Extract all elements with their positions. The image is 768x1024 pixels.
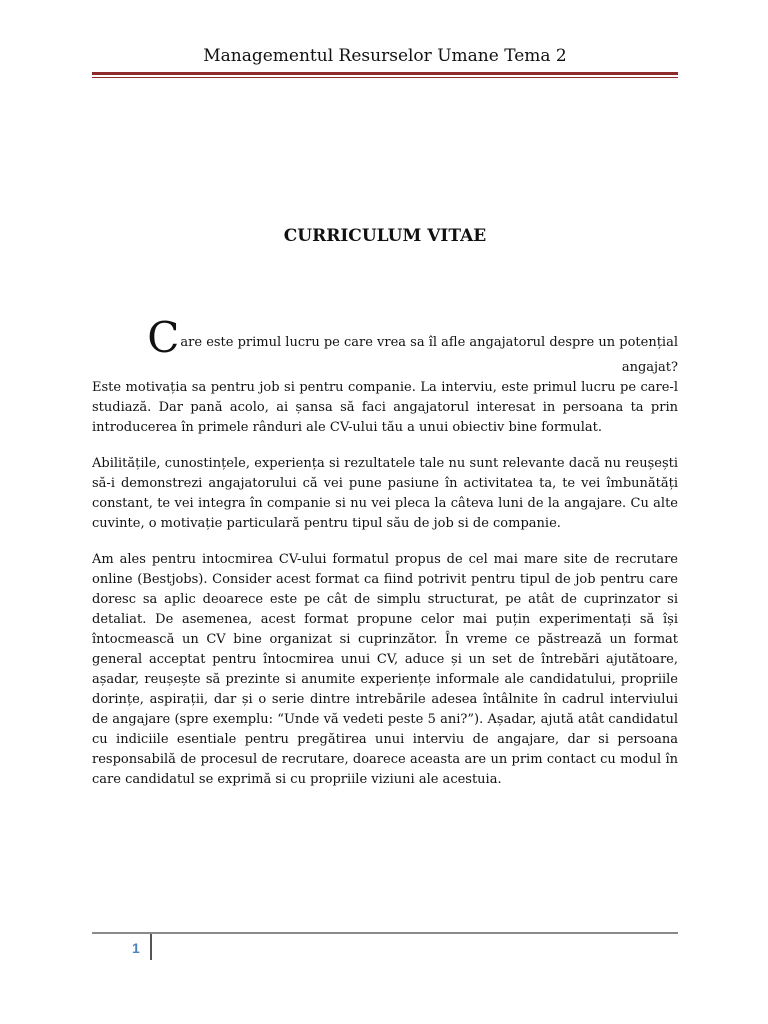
page-number: 1 (132, 940, 140, 956)
page-number-divider (150, 934, 152, 960)
header-rule-thick (92, 72, 678, 75)
document-title: CURRICULUM VITAE (283, 226, 487, 246)
paragraph-1-rest: Este motivația sa pentru job si pentru companie. La interviu, este primul lucru pe care-l studiază. Dar pană acolo, ai șansa să faci angajatorul interesat in persoana ta prin introducerea în primele rânduri ale CV-ului tău a unui obiectiv bine formulat. (92, 380, 678, 435)
paragraph-2: Abilitățile, cunostințele, experiența si rezultatele tale nu sunt relevante dacă nu reușești să-i demonstrezi angajatorului că vei pune pasiune în activitatea ta, te vei îmbunătăți constant, te vei integra în companie si nu vei pleca la câteva luni de la angajare. Cu alte cuvinte, o motivație particulară pentru tipul său de job si de companie. (92, 456, 678, 531)
paragraph-3: Am ales pentru intocmirea CV-ului formatul propus de cel mai mare site de recrutare online (Bestjobs). Consider acest format ca fiind potrivit pentru tipul de job pentru care doresc sa aplic deoarece este pe cât de simplu structurat, pe atât de cuprinzator si detaliat. De asemenea, acest format propune celor mai puțin experimentați să își întocmească un CV bine organizat si cuprinzător. În vreme ce păstrează un format general acceptat pentru întocmirea unui CV, aduce și un set de întrebări ajutătoare, așadar, reușește să prezinte si anumite experiențe informale ale candidatului, propriile dorințe, aspirații, dar și o serie dintre intrebările adesea întâlnite în cadrul interviului de angajare (spre exemplu: “Unde vă vedeti peste 5 ani?”). Așadar, ajută atât candidatul cu indiciile esentiale pentru pregătirea unui interviu de angajare, dar si persoana responsabilă de procesul de recrutare, doarece aceasta are un prim contact cu modul în care candidatul se exprimă si cu propriile viziuni ale acestuia. (92, 552, 678, 787)
page-header: Managementul Resurselor Umane Tema 2 (203, 46, 567, 66)
footer-rule (92, 932, 678, 934)
paragraph-1-first-text: are este primul lucru pe care vrea sa îl afle angajatorul despre un potențial angajat? (180, 335, 678, 375)
paragraph-1-first-line (92, 313, 678, 378)
drop-cap: C (147, 313, 180, 362)
header-rule-thin (92, 77, 678, 78)
paragraph-1 (92, 313, 678, 438)
document-body (92, 313, 678, 806)
